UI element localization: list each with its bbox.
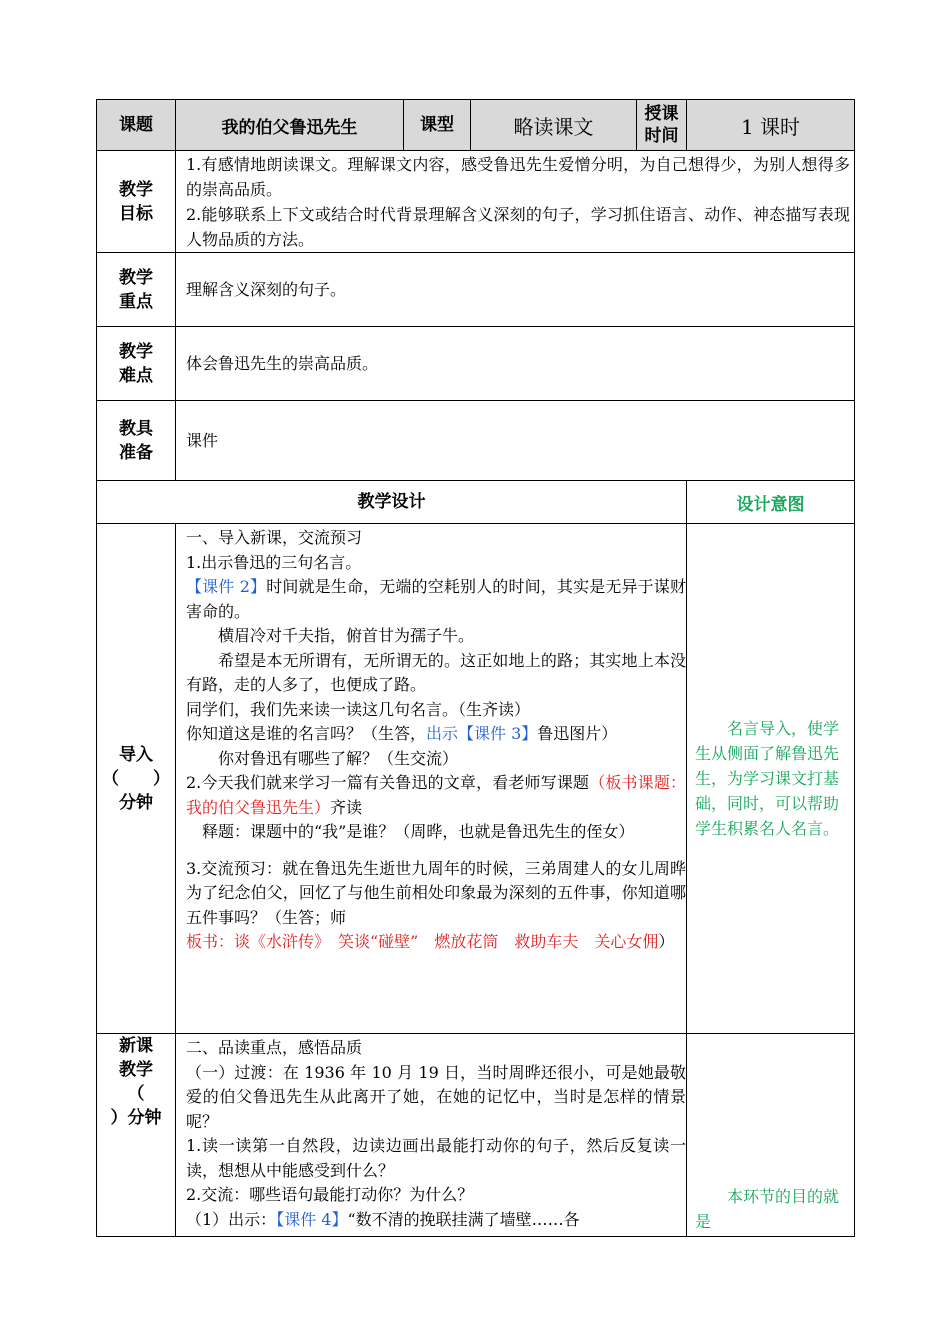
goals-label: [97, 151, 176, 253]
newlesson-design: [176, 1034, 687, 1237]
difficulty-content: 体会鲁迅先生的崇高品质。: [176, 327, 855, 401]
newlesson-heading: 二、品读重点，感悟品质: [186, 1038, 363, 1057]
design-header-row: [97, 481, 855, 524]
type-value: 略读课文: [471, 100, 637, 151]
newlesson-transition: （一）过渡：在 1936 年 10 月 19 日，当时周晔还很小，可是她最敬爱的伯父鲁迅先生从此离开了她，在她的记忆中，当时是怎样的情景呢？: [186, 1062, 686, 1131]
hours-label-line1: 授课: [644, 104, 679, 124]
newlesson-intent: [687, 1034, 855, 1237]
hours-value: 1 课时: [687, 100, 855, 151]
newlesson-label-line4: ）分钟: [110, 1108, 162, 1128]
difficulty-row: [97, 327, 855, 401]
who-text: 你知道这是谁的名言吗？（生答，: [186, 724, 427, 743]
show-text: （1）出示：: [186, 1209, 277, 1229]
intent-header: 设计意图: [687, 481, 855, 524]
intro-quote2: 横眉冷对千夫指，俯首甘为孺子牛。: [218, 626, 475, 645]
tools-row: [97, 401, 855, 481]
focus-row: [97, 253, 855, 327]
intro-read: 同学们，我们先来读一读这几句名言。（生齐读）: [186, 699, 531, 719]
tools-content: 课件: [176, 401, 855, 481]
ppt-4-ref: 【课件 4】: [276, 1209, 348, 1229]
intro-heading: 一、导入新课，交流预习: [186, 528, 363, 547]
focus-content: 理解含义深刻的句子。: [176, 253, 855, 327]
step2-end: 齐读: [330, 797, 363, 817]
type-label: 课型: [404, 100, 471, 151]
intro-know: 你对鲁迅有哪些了解？（生交流）: [218, 748, 459, 768]
topic-value: 我的伯父鲁迅先生: [176, 100, 404, 151]
goals-row: [97, 151, 855, 253]
quote-1: 时间就是生命，无端的空耗别人的时间，其实是无异于谋财害命的。: [186, 577, 686, 621]
lesson-plan-table: [96, 99, 855, 1237]
show-quote: “数不清的挽联挂满了墙壁……各: [347, 1209, 580, 1229]
step2-text: 2.今天我们就来学习一篇有关鲁迅的文章，看老师写课题: [186, 773, 590, 792]
board-end: ）: [658, 932, 675, 951]
board-title: （板书课题：我的伯父鲁迅先生）: [186, 773, 686, 817]
difficulty-label-line2: 难点: [119, 365, 153, 386]
intro-explain: 释题：课题中的“我”是谁？（周晔，也就是鲁迅先生的侄女）: [202, 822, 635, 841]
goal-1: 1.有感情地朗读课文。理解课文内容，感受鲁迅先生爱憎分明，为自己想得少，为别人想得多的崇高品质。: [186, 154, 850, 199]
goals-label-line1: 教学: [119, 179, 153, 200]
newlesson-step1: 1.读一读第一自然段，边读边画出最能打动你的句子，然后反复读一读，想想从中能感受到什么？: [186, 1136, 686, 1180]
focus-label-line2: 重点: [119, 291, 153, 312]
intro-step2: [186, 771, 686, 820]
goal-2: 2.能够联系上下文或结合时代背景理解含义深刻的句子，学习抓住语言、动作、神态描写表现人物品质的方法。: [186, 204, 850, 249]
newlesson-step2: 2.交流：哪些语句最能打动你？为什么？: [186, 1185, 474, 1204]
intro-step3: 3.交流预习：就在鲁迅先生逝世九周年的时候，三弟周建人的女儿周晔为了纪念伯父，回忆了与他生前相处印象最为深刻的五件事，你知道哪五件事吗？（生答；师: [186, 858, 686, 927]
tools-label-line1: 教具: [119, 418, 153, 439]
focus-label-line1: 教学: [119, 267, 153, 288]
intro-label-line1: 导入: [119, 744, 153, 765]
header-row: [97, 100, 855, 151]
intro-board: [186, 930, 686, 955]
newlesson-label-line2: 教学: [119, 1060, 153, 1080]
design-header: 教学设计: [97, 481, 687, 524]
goals-content: [176, 151, 855, 253]
newlesson-label-line3: （: [127, 1084, 145, 1104]
intro-label-line2: （ ）: [102, 768, 170, 789]
intro-design: [176, 524, 687, 1034]
ppt-3-ref: 出示【课件 3】: [426, 724, 538, 743]
newlesson-intent-text: 本环节的目的就是: [695, 1187, 840, 1231]
newlesson-label-line1: 新课: [119, 1036, 153, 1056]
intro-who: [186, 722, 686, 747]
intro-label-line3: 分钟: [119, 792, 153, 813]
intro-intent: [687, 524, 855, 1034]
focus-label: [97, 253, 176, 327]
difficulty-label-line1: 教学: [119, 341, 153, 362]
ppt-2-ref: 【课件 2】: [186, 577, 267, 596]
tools-label-line2: 准备: [119, 442, 153, 463]
intro-quote1: [186, 575, 686, 624]
intro-row: [97, 524, 855, 1034]
topic-label: 课题: [97, 100, 176, 151]
difficulty-label: [97, 327, 176, 401]
board-events: 板书：谈《水浒传》 笑谈“碰壁” 燃放花筒 救助车夫 关心女佣: [186, 932, 659, 951]
newlesson-label: [97, 1034, 176, 1237]
hours-label: [637, 100, 687, 151]
tools-label: [97, 401, 176, 481]
goals-label-line2: 目标: [119, 203, 153, 224]
newlesson-show: [186, 1208, 686, 1233]
who-text-end: 鲁迅图片）: [537, 724, 618, 743]
newlesson-row: [97, 1034, 855, 1237]
intro-step1: 1.出示鲁迅的三句名言。: [186, 552, 362, 572]
hours-label-line2: 时间: [644, 126, 679, 146]
intro-label: [97, 524, 176, 1034]
intro-quote3: 希望是本无所谓有，无所谓无的。这正如地上的路；其实地上本没有路，走的人多了，也便成了路。: [186, 650, 686, 694]
intro-intent-text: 名言导入，使学生从侧面了解鲁迅先生，为学习课文打基础，同时，可以帮助学生积累名人名言。: [695, 719, 840, 838]
